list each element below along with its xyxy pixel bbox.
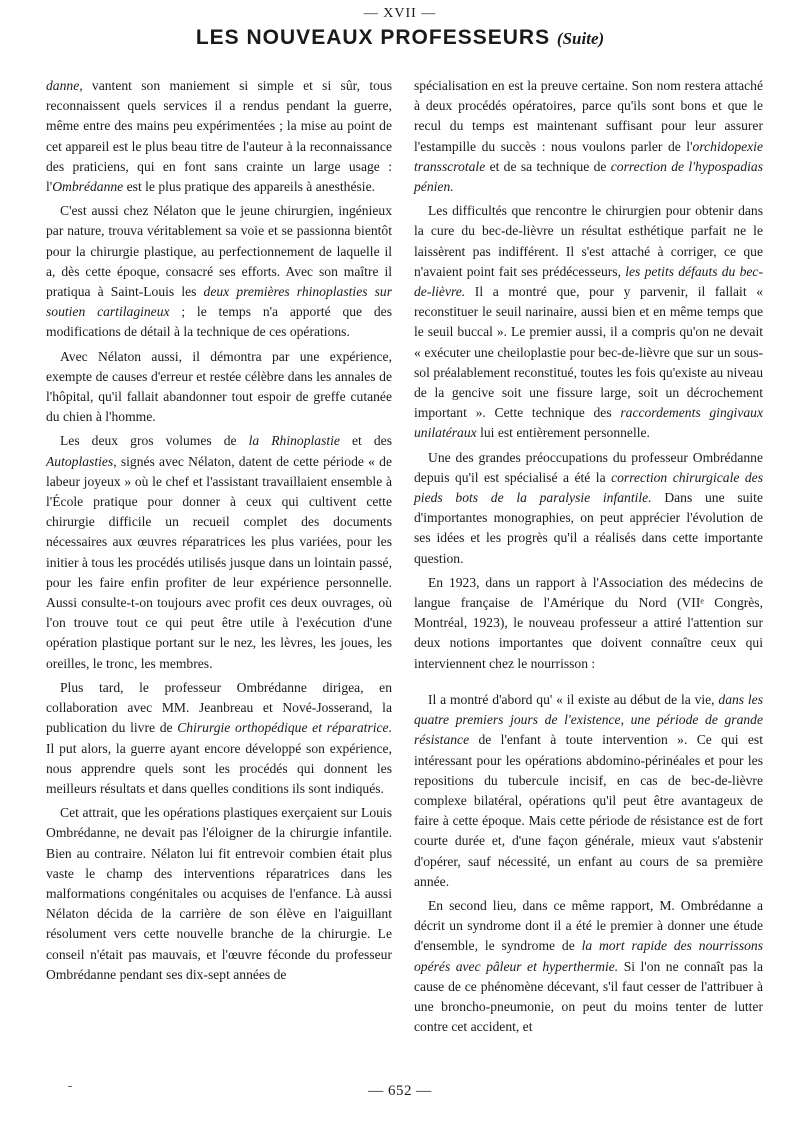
paragraph: Il a montré d'abord qu' « il existe au début de la vie, dans les quatre premiers jours de l'existence, une période de grande résistance de l'enfant à toute intervention ». Ce qui est intéressant pour les opérations abdomino-périnéales et pour les repositions du tubercule incisif, en cas de bec-de-lièvre complexe bilatéral, opérations qu'il peut être avantageux de faire à cette époque. Mais cette période de résistance est de fort courte durée et, d'une façon générale, mieux vaut s'abstenir d'opérer, sauf nécessité, un enfant au cours de sa première année. — [414, 691, 764, 889]
paragraph: En 1923, dans un rapport à l'Association des médecins de langue française de l'Amérique du Nord (VIIᵉ Congrès, Montréal, 1923), le nouveau professeur a attiré l'attention sur deux notions importantes que doivent connaître ceux qui interviennent chez le nourrisson : — [414, 574, 763, 671]
paragraph: spécialisation en est la preuve certaine. Son nom restera attaché à deux procédés opératoires, parce qu'ils sont bons et que le recul du temps est maintenant suffisant pour leur assurer l'estampille du succès : nous voulons parler de l'orchidopexie transscrotale et de sa technique de correction de l'hypospadias pénien. — [414, 78, 763, 195]
left-column — [46, 76, 392, 989]
section-marker: — XVII — — [363, 6, 437, 21]
paragraph: Cet attrait, que les opérations plastiques exerçaient sur Louis Ombrédanne, ne devait pas l'éloigner de la chirurgie infantile. Bien au contraire. Nélaton lui fit entrevoir combien était plus vaste le champ des interventions réparatrices dans les malformations congénitales ou acquises de l'enfance. Là aussi Nélaton décida de la carrière de son élève en l'aiguillant résolument vers cette nouvelle branche de la chirurgie. Le conseil n'était pas mauvais, et l'œuvre féconde du professeur Ombrédanne pendant ses dix-sept années de — [46, 805, 392, 982]
paragraph: Avec Nélaton aussi, il démontra par une expérience, exempte de causes d'erreur et restée célèbre dans les annales de l'hôpital, qu'il fallait abandonner tout espoir de greffe cutanée du chien à l'homme. — [46, 348, 392, 425]
paragraph: Les deux gros volumes de la Rhinoplastie et des Autoplasties, signés avec Nélaton, datent de cette période « de labeur joyeux » où le chef et l'assistant travaillaient ensemble à l'École pratique pour donner à ceux qui cultivent cette chirurgie difficile un recueil complet des documents nécessaires aux œuvres réparatrices les plus variées, pour les initier à tous les procédés utilisés jusque dans un lointain passé, pour les faire enfin profiter de leur expérience personnelle. Aussi consulte-t-on toujours avec profit ces deux ouvrages, où l'on trouve tout ce qui peut être utile à l'exécution d'une opération plastique portant sur le nez, les lèvres, les joues, les oreilles, le tronc, les membres. — [46, 433, 392, 671]
page-number: — 652 — — [368, 1083, 432, 1099]
paragraph: C'est aussi chez Nélaton que le jeune chirurgien, ingénieux par nature, trouva véritablement sa voie et se passionna bientôt pour la chirurgie plastique, au perfectionnement de laquelle il a, dès cette époque, consacré ses efforts. Avec son maître il pratiqua à Saint-Louis les deux premières rhinoplasties sur soutien cartilagineux ; le temps n'a apporté que des modifications de détail à la technique de ces opérations. — [46, 203, 393, 340]
page-title — [0, 26, 800, 50]
paragraph: danne, vantent son maniement si simple et si sûr, tous reconnaissent quels services il a rendus pendant la guerre, même entre des mains peu expérimentées ; la mise au point de cet appareil est le plus beau titre de l'auteur à la reconnaissance des praticiens, qui en font sans crainte un large usage : l'Ombrédanne est le plus pratique des appareils à anesthésie. — [46, 78, 392, 195]
title-text: LES NOUVEAUX PROFESSEURS — [195, 26, 551, 49]
paragraph: Plus tard, le professeur Ombrédanne dirigea, en collaboration avec MM. Jeanbreau et Nové-Josserand, la publication du livre de Chirurgie orthopédique et réparatrice. Il put alors, la guerre ayant encore développé son expérience, nous apprendre quels sont les procédés qui donnent les meilleurs résultats et dans quelles conditions ils sont indiqués. — [46, 679, 392, 796]
paragraph: Une des grandes préoccupations du professeur Ombrédanne depuis qu'il est spécialisé a été la correction chirurgicale des pieds bots de la paralysie infantile. Dans une suite d'importantes monographies, on peut apprécier l'évolution de ses idées et les progrès qu'il a réalisés dans cette importante question. — [414, 449, 763, 566]
paragraph: Les difficultés que rencontre le chirurgien pour obtenir dans la cure du bec-de-lièvre un résultat esthétique parfait ne le laissèrent pas indifférent. Il s'est attaché à corriger, ce que n'avaient point fait ses prédécesseurs, les petits défauts du bec-de-lièvre. Il a montré que, pour y parvenir, il fallait « reconstituer le seuil narinaire, aussi bien et en même temps que le seuil buccal ». Le premier aussi, il a compris qu'on ne devait « exécuter une cheiloplastie pour bec-de-lièvre que sur un sous-sol préalablement reconstitué, toutes les fois qu'existe au niveau de la gencive soit une fissure large, soit un décrochement important ». Cette technique des raccordements gingivaux unilatéraux lui est entièrement personnelle. — [414, 203, 763, 441]
title-suite: (Suite) — [556, 29, 605, 48]
right-column — [414, 76, 763, 1041]
paragraph: En second lieu, dans ce même rapport, M. Ombrédanne a décrit un syndrome dont il a été le premier à donner une étude d'ensemble, le syndrome de la mort rapide des nourrissons opérés avec pâleur et hyperthermie. Si l'on ne connaît pas la cause de ce phénomène décevant, s'il faut cesser de l'attribuer à une broncho-pneumonie, on peut du moins tenter de lutter contre cet accident, et — [414, 897, 763, 1035]
